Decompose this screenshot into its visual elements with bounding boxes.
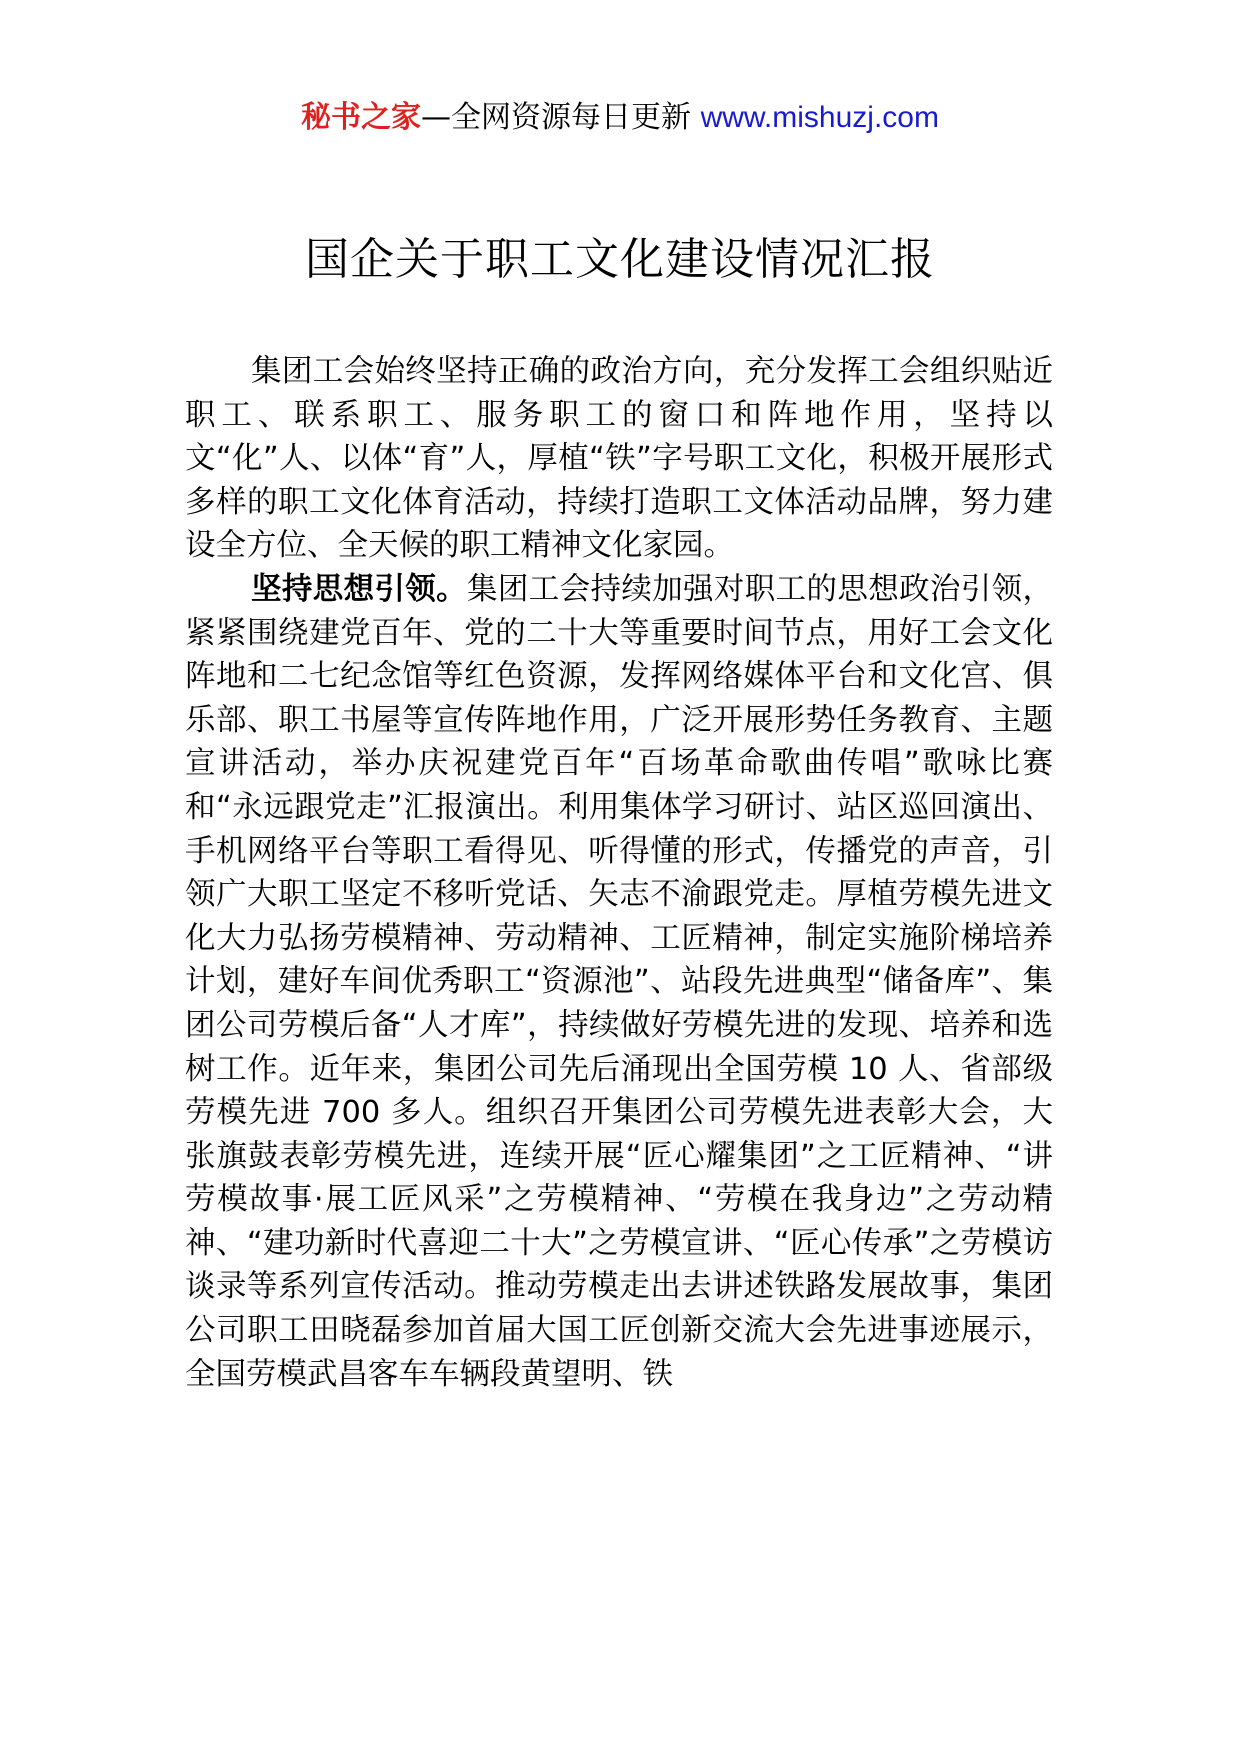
paragraph-intro: 集团工会始终坚持正确的政治方向，充分发挥工会组织贴近职工、联系职工、服务职工的窗口和阵地作用，坚持以文“化”人、以体“育”人，厚植“铁”字号职工文化，积极开展形式多样的职工文化体育活动，持续打造职工文体活动品牌，努力建设全方位、全天候的职工精神文化家园。: [185, 354, 1053, 564]
document-title: 国企关于职工文化建设情况汇报: [305, 234, 935, 285]
paragraph-body-text: 集团工会持续加强对职工的思想政治引领，紧紧围绕建党百年、党的二十大等重要时间节点，用好工会文化阵地和二七纪念馆等红色资源，发挥网络媒体平台和文化宫、俱乐部、职工书屋等宣传阵地作用，广泛开展形势任务教育、主题宣讲活动，举办庆祝建党百年“百场革命歌曲传唱”歌咏比赛和“永远跟党走”汇报演出。利用集体学习研讨、站区巡回演出、手机网络平台等职工看得见、听得懂的形式，传播党的声音，引领广大职工坚定不移听党话、矢志不渝跟党走。厚植劳模先进文化大力弘扬劳模精神、劳动精神、工匠精神，制定实施阶梯培养计划，建好车间优秀职工“资源池”、站段先进典型“储备库”、集团公司劳模后备“人才库”，持续做好劳模先进的发现、培养和选树工作。近年来，集团公司先后涌现出全国劳模 10 人、省部级劳模先进 700 多人。组织召开集团公司劳模先进表彰大会，大张旗鼓表彰劳模先进，连续开展“匠心耀集团”之工匠精神、“讲劳模故事·展工匠风采”之劳模精神、“劳模在我身边”之劳动精神、“建功新时代喜迎二十大”之劳模宣讲、“匠心传承”之劳模访谈录等系列宣传活动。推动劳模走出去讲述铁路发展故事，集团公司职工田晓磊参加首届大国工匠创新交流大会先进事迹展示，全国劳模武昌客车车辆段黄望明、铁: [185, 571, 1054, 1392]
site-brand: 秘书之家: [301, 100, 422, 135]
site-tagline: —全网资源每日更新: [421, 100, 701, 135]
document-body: [185, 350, 1053, 1396]
site-header: [0, 98, 1240, 138]
paragraph-ideological-guidance: [185, 568, 1053, 1396]
paragraph-lead-heading: 坚持思想引领。: [251, 571, 468, 607]
site-url-link[interactable]: www.mishuzj.com: [700, 101, 939, 134]
